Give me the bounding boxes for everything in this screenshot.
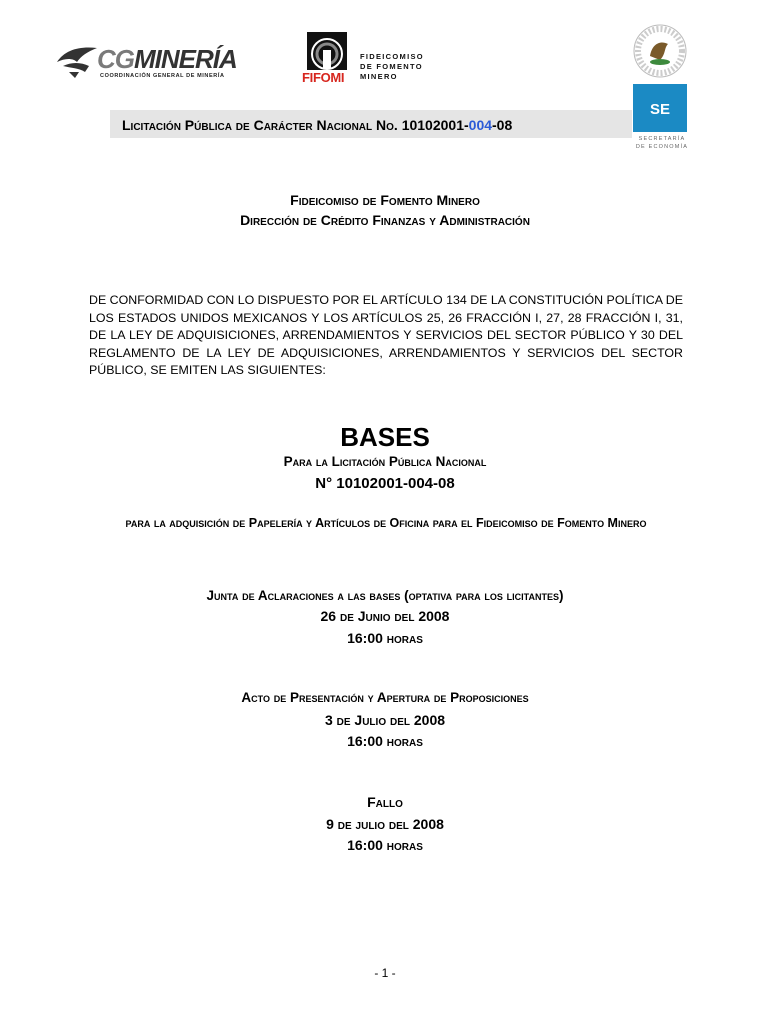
se-logo-text — [630, 135, 694, 151]
fifomi-wordmark: FIFOMI — [302, 70, 345, 85]
tender-title-prefix: Licitación Pública de Carácter Nacional No. 10102001- — [122, 117, 469, 133]
tender-title-suffix: -08 — [492, 117, 513, 133]
bases-subtitle: Para la Licitación Pública Nacional — [283, 454, 487, 469]
bases-title: BASES — [340, 422, 430, 452]
se-line-2: DE ECONOMÍA — [635, 144, 689, 150]
se-line-1: SECRETARÍA — [638, 136, 686, 142]
eagle-icon — [55, 42, 99, 80]
fallo-title: Fallo — [367, 794, 403, 810]
junta-title: Junta de Aclaraciones a las bases (optativa para los licitantes) — [206, 588, 564, 603]
page-number: - 1 - — [374, 966, 396, 980]
cg-logo-subtitle: COORDINACIÓN GENERAL DE MINERÍA — [100, 73, 225, 79]
cg-mineria-logo — [55, 40, 255, 82]
organization-department: Dirección de Crédito Finanzas y Administración — [240, 212, 530, 228]
mexican-coat-of-arms-icon — [630, 22, 690, 80]
se-badge — [633, 84, 687, 132]
bases-number: N° 10102001-004-08 — [315, 475, 455, 492]
acquisition-description: para la adquisición de Papelería y Artículos de Oficina para el Fideicomiso de Fomento Minero — [125, 516, 647, 530]
acto-time: 16:00 horas — [347, 733, 423, 749]
organization-name: Fideicomiso de Fomento Minero — [290, 192, 480, 208]
cg-logo-wordmark: CGMINERÍA — [97, 44, 237, 74]
fifomi-line-3: MINERO — [360, 72, 398, 81]
fallo-date: 9 de julio del 2008 — [326, 816, 444, 832]
fallo-time: 16:00 horas — [347, 837, 423, 853]
fifomi-line-1: FIDEICOMISO — [360, 52, 424, 61]
tender-title — [122, 117, 512, 133]
fifomi-logo-text — [360, 52, 424, 82]
fifomi-line-2: DE FOMENTO — [360, 62, 423, 71]
fifomi-emblem-icon — [305, 30, 349, 74]
acto-date: 3 de Julio del 2008 — [324, 712, 446, 728]
intro-paragraph: DE CONFORMIDAD CON LO DISPUESTO POR EL ARTÍCULO 134 DE LA CONSTITUCIÓN POLÍTICA DE LOS ESTADOS UNIDOS MEXICANOS Y LOS ARTÍCULOS 25, 26 FRACCIÓN I, 27, 28 FRACCIÓN I, 31, DE LA LEY DE ADQUISICIONES, ARRENDAMIENTOS Y SERVICIOS DEL SECTOR PÚBLICO Y 30 DEL REGLAMENTO DE LA LEY DE ADQUISICIONES, ARRENDAMIENTOS Y SERVICIOS DEL SECTOR PÚBLICO, SE EMITEN LAS SIGUIENTES: — [89, 293, 683, 378]
junta-time: 16:00 horas — [347, 630, 423, 646]
se-logo — [630, 22, 690, 150]
tender-title-bar — [110, 110, 632, 138]
acto-title: Acto de Presentación y Apertura de Proposiciones — [241, 690, 529, 705]
se-abbr: SE — [649, 101, 670, 118]
junta-date: 26 de Junio del 2008 — [320, 608, 450, 624]
tender-number-highlight: 004 — [468, 117, 493, 133]
fifomi-logo — [300, 30, 430, 88]
